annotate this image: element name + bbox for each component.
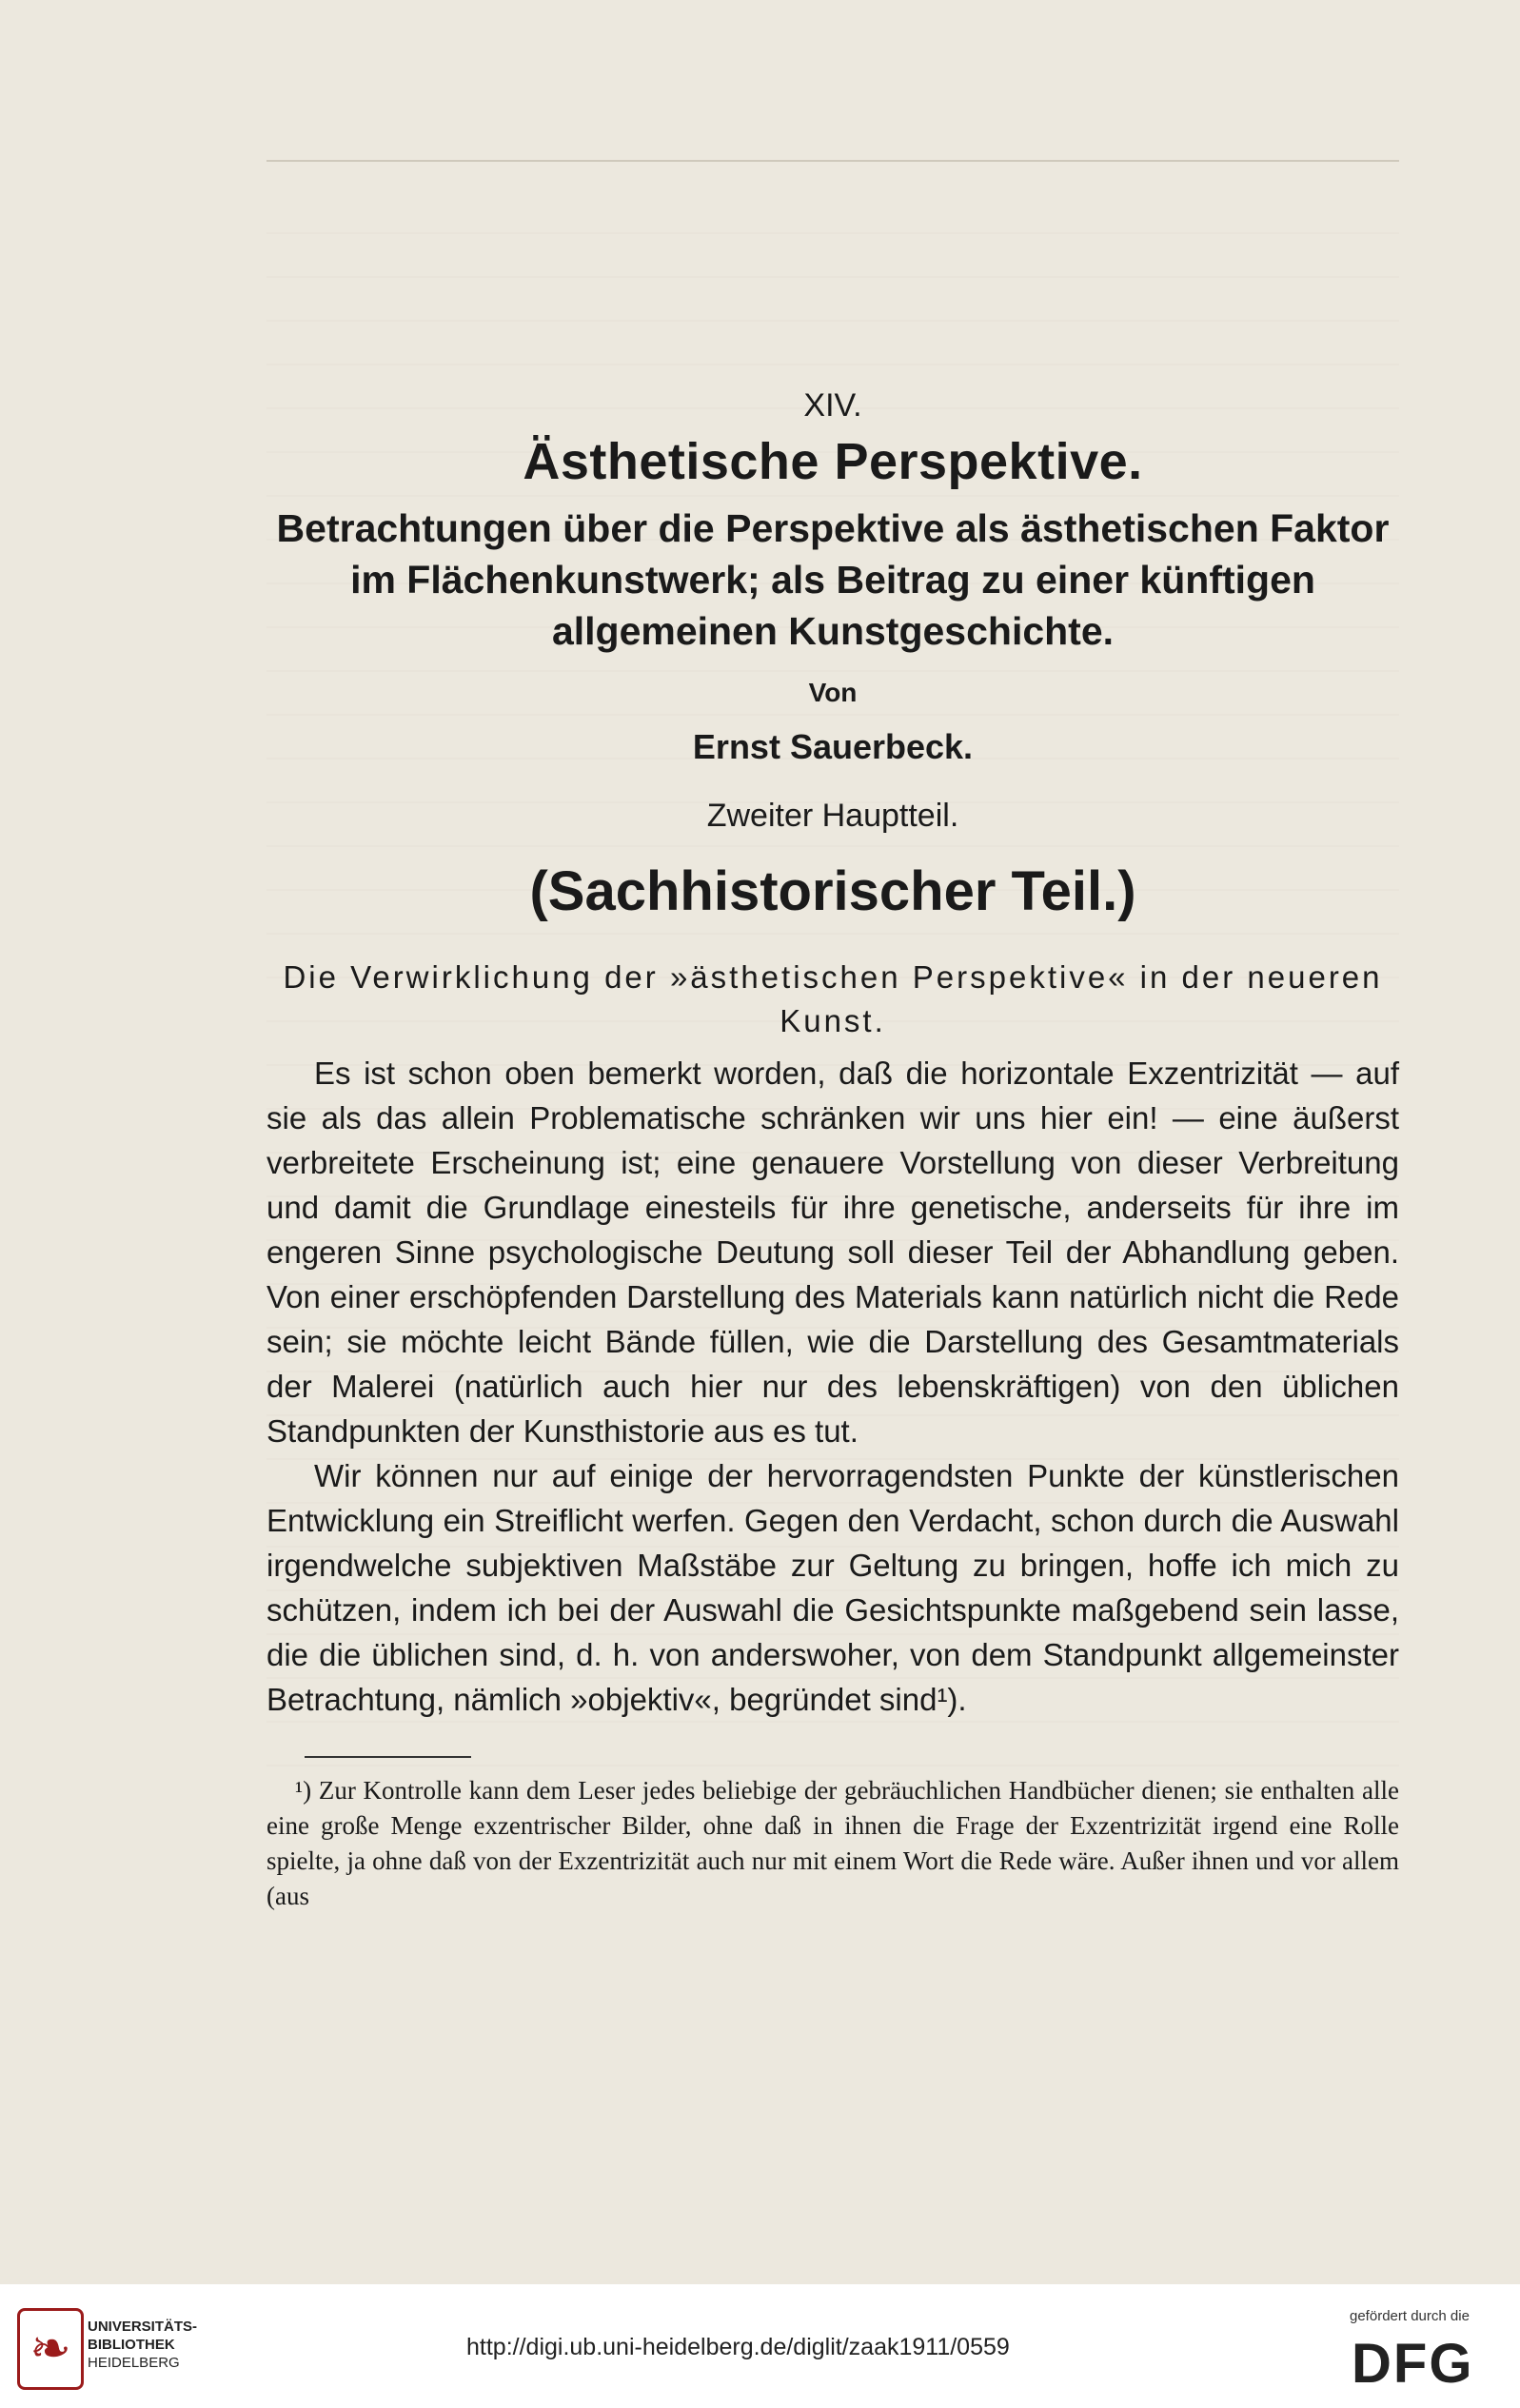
by-label: Von — [808, 678, 858, 707]
part-label: Zweiter Hauptteil. — [706, 798, 959, 834]
body-paragraph: Wir können nur auf einige der hervorragendsten Punkte der künstlerischen Entwicklung ein Streiflicht werfen. Gegen den Verdacht, schon durch die Auswahl irgendwelche subjektiven Maßstäbe zur Geltung zu bringen, hoffe ich mich zu schützen, indem ich bei der Auswahl die Gesichtspunkte maßgebend sein lasse, die die üblichen sind, d. h. von anderswoher, von dem Standpunkt allgemeinster Betrachtung, nämlich »objektiv«, begründet sind¹). — [266, 1458, 1399, 1717]
author-name: Ernst Sauerbeck. — [692, 727, 974, 766]
chapter-number: XIV. — [803, 387, 862, 424]
header-rule — [266, 160, 1399, 162]
article-title: Ästhetische Perspektive. — [523, 433, 1143, 490]
viewer-footer — [0, 2284, 1520, 2408]
library-name-line: UNIVERSITÄTS- — [88, 2319, 198, 2335]
dfg-logo[interactable]: DFG — [1352, 2333, 1474, 2395]
footnote-divider — [305, 1756, 471, 1758]
library-name-line: BIBLIOTHEK — [88, 2337, 175, 2353]
section-lead: Die Verwirklichung der »ästhetischen Perspektive« in der neueren Kunst. — [283, 959, 1383, 1038]
article-subtitle: Betrachtungen über die Perspektive als ästhetischen Faktor im Flächenkunstwerk; als Beitrag zu einer künftigen allgemeinen Kunstgeschichte. — [276, 506, 1390, 653]
section-title: (Sachhistorischer Teil.) — [529, 860, 1136, 922]
library-name[interactable] — [88, 2318, 197, 2372]
library-name-line: HEIDELBERG — [88, 2355, 180, 2371]
funding-caption: gefördert durch die — [1350, 2308, 1470, 2324]
body-paragraph: Es ist schon oben bemerkt worden, daß die horizontale Exzentrizität — auf sie als das allein Problematische schränken wir uns hier ein! — eine äußerst verbreitete Erscheinung ist; eine genauere Vorstellung von dieser Verbreitung und damit die Grundlage einesteils für ihre genetische, anderseits für ihre im engeren Sinne psychologische Deutung soll dieser Teil der Abhandlung geben. Von einer erschöpfenden Darstellung des Materials kann natürlich nicht die Rede sein; sie möchte leicht Bände füllen, wie die Darstellung des Gesamtmaterials der Malerei (natürlich auch hier nur des lebenskräftigen) von den üblichen Standpunkten der Kunsthistorie aus es tut. — [266, 1056, 1399, 1449]
permalink-url[interactable]: http://digi.ub.uni-heidelberg.de/diglit/zaak1911/0559 — [466, 2334, 1010, 2360]
library-logo-icon[interactable]: ❧ — [17, 2308, 84, 2390]
page-content — [266, 376, 1399, 1914]
footnote: ¹) Zur Kontrolle kann dem Leser jedes beliebige der gebräuchlichen Handbücher dienen; sie enthalten alle eine große Menge exzentrischer Bilder, ohne daß in ihnen die Frage der Exzentrizität irgend eine Rolle spielte, ja ohne daß von der Exzentrizität auch nur mit einem Wort die Rede wäre. Außer ihnen und vor allem (aus — [266, 1776, 1399, 1910]
